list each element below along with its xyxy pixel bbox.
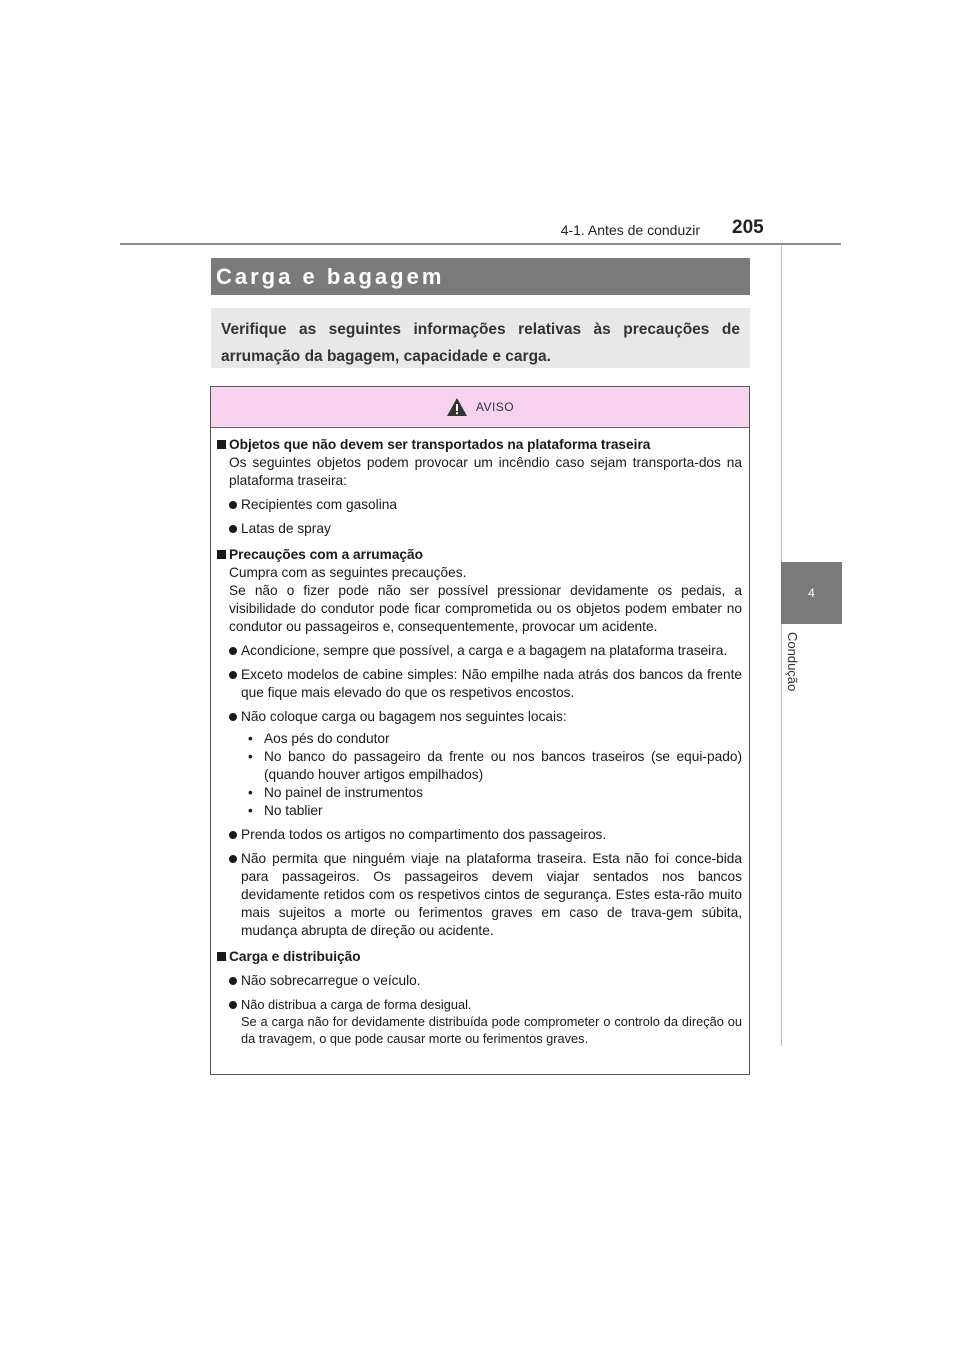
list-item: Prenda todos os artigos no compartimento dos passageiros. [217, 826, 742, 844]
section-text: Cumpra com as seguintes precauções. [229, 565, 467, 580]
warning-body [211, 428, 749, 1047]
section-heading: Precauções com a arrumação [217, 546, 742, 564]
section-heading: Objetos que não devem ser transportados na plataforma traseira [217, 436, 742, 454]
list-item: Não coloque carga ou bagagem nos seguintes locais: [217, 708, 742, 726]
sub-list-item: • No banco do passageiro da frente ou nos bancos traseiros (se equi-pado) (quando houver artigos empilhados) [217, 748, 742, 784]
list-item: Acondicione, sempre que possível, a carga e a bagagem na plataforma traseira. [217, 642, 742, 660]
section-heading: Carga e distribuição [217, 948, 742, 966]
list-item: Não distribua a carga de forma desigual. [217, 996, 742, 1013]
chapter-number: 4 [808, 586, 815, 600]
section-text: Se não o fizer pode não ser possível pressionar devidamente os pedais, a visibilidade do condutor pode ficar comprometida ou os objetos podem embater no condutor ou passageiros e, consequentemente, provocar um acidente. [229, 583, 742, 634]
warning-label: AVISO [475, 400, 515, 414]
sub-list-item: • No tablier [217, 802, 742, 820]
section-text: Os seguintes objetos podem provocar um incêndio caso sejam transporta-dos na plataforma traseira: [229, 455, 742, 488]
list-item: Recipientes com gasolina [217, 496, 742, 514]
chapter-tab[interactable] [781, 562, 842, 624]
section-note: Se a carga não for devidamente distribuída pode comprometer o controlo da direção ou da travagem, o que pode causar morte ou ferimentos graves. [241, 1014, 742, 1046]
sub-list [217, 730, 742, 820]
warning-box [210, 386, 750, 1075]
header-divider [120, 243, 841, 245]
list-item: Latas de spray [217, 520, 742, 538]
list-item: Não permita que ninguém viaje na plataforma traseira. Esta não foi conce-bida para passageiros. Os passageiros devem viajar sentados nos bancos devidamente retidos com os respetivos cintos de segurança. Estes esta-rão muito mais sujeitos a morte ou ferimentos graves em caso de trava-gem súbita, mudança abrupta de direção ou acidente. [217, 850, 742, 940]
warning-triangle-icon [446, 397, 468, 417]
sub-list-item: • No painel de instrumentos [217, 784, 742, 802]
page-number: 205 [732, 217, 764, 238]
intro-text: Verifique as seguintes informações relativas às precauções de arrumação da bagagem, capacidade e carga. [211, 308, 750, 368]
list-item: Exceto modelos de cabine simples: Não empilhe nada atrás dos bancos da frente que fique mais elevado do que os respetivos encostos. [217, 666, 742, 702]
chapter-label: Condução [785, 632, 800, 692]
header-section-title: 4-1. Antes de conduzir [560, 222, 700, 238]
list-item: Não sobrecarregue o veículo. [217, 972, 742, 990]
side-margin-line [781, 246, 782, 1046]
sub-list-item: • Aos pés do condutor [217, 730, 742, 748]
warning-header [211, 387, 749, 428]
page-title: Carga e bagagem [211, 258, 750, 295]
